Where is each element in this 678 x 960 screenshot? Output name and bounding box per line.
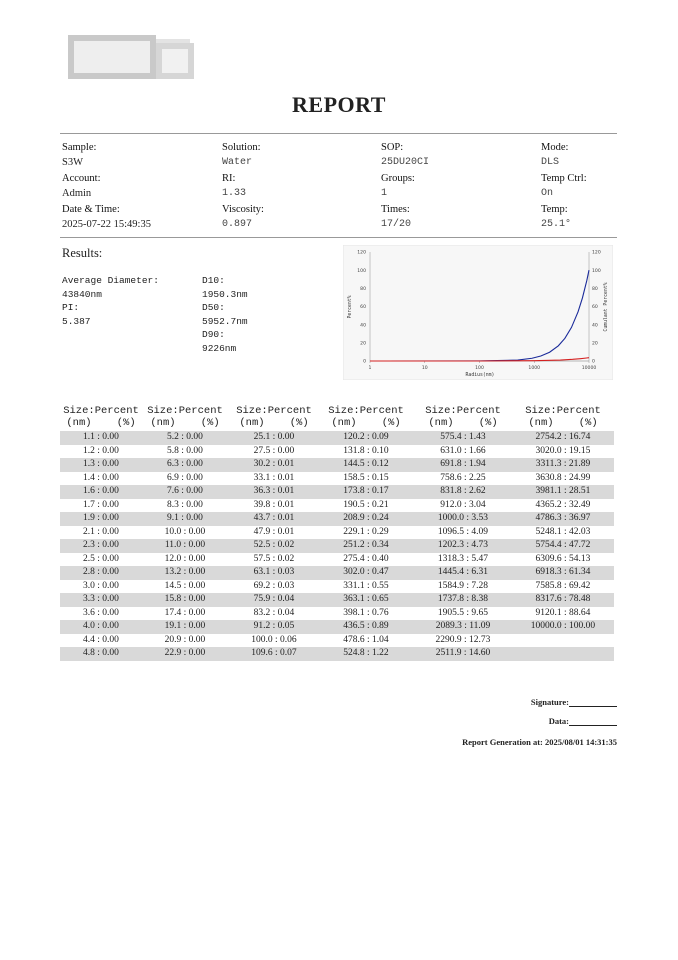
table-cell: 109.6 : 0.07	[251, 648, 297, 658]
table-cell: 91.2 : 0.05	[253, 621, 295, 631]
table-row	[60, 580, 614, 594]
x-tick-label: 100	[475, 366, 484, 371]
viscosity-label: Viscosity:	[222, 204, 264, 215]
table-cell: 4.4 : 0.00	[83, 634, 119, 645]
table-cell: 1.3 : 0.00	[83, 459, 119, 469]
table-cell: 17.4 : 0.00	[164, 607, 206, 618]
table-cell: 2.5 : 0.00	[83, 553, 119, 564]
d50-label: D50:	[202, 302, 225, 313]
table-cell: 398.1 : 0.76	[343, 607, 389, 618]
table-row	[60, 607, 614, 621]
signature-label: Signature:	[530, 697, 569, 707]
mode-value: DLS	[541, 157, 560, 168]
table-cell: 251.2 : 0.34	[343, 540, 389, 550]
signature-row	[531, 697, 617, 707]
table-cell: 5.8 : 0.00	[167, 445, 203, 456]
column-header-5: Size:Percent	[425, 405, 501, 417]
table-cell: 13.2 : 0.00	[164, 567, 206, 577]
y-tick-label-right: 60	[592, 305, 598, 311]
temp-ctrl-label: Temp Ctrl:	[541, 173, 587, 184]
company-logo	[68, 35, 194, 79]
column-header-2: Size:Percent	[147, 405, 223, 417]
x-tick-label: 1	[368, 366, 372, 371]
table-row	[60, 458, 614, 472]
report-generation-time: Report Generation at: 2025/08/01 14:31:35	[462, 737, 617, 747]
table-cell: 4.0 : 0.00	[83, 621, 119, 631]
y-tick-label-right: 120	[592, 250, 601, 256]
table-row	[60, 499, 614, 513]
table-cell: 6918.3 : 61.34	[535, 567, 591, 577]
table-cell: 1096.5 : 4.09	[437, 526, 489, 537]
table-cell: 3981.1 : 28.51	[535, 486, 591, 496]
table-cell: 36.3 : 0.01	[253, 486, 295, 496]
table-cell: 831.8 : 2.62	[440, 486, 486, 496]
table-cell: 22.9 : 0.00	[164, 648, 206, 658]
avg-diameter-label: Average Diameter:	[62, 275, 159, 286]
table-cell: 691.8 : 1.94	[440, 459, 486, 469]
table-row	[60, 539, 614, 553]
column-header-4: Size:Percent	[328, 405, 404, 417]
info-divider	[60, 237, 617, 238]
table-cell: 478.6 : 1.04	[343, 634, 389, 645]
signature-line	[569, 697, 617, 707]
table-cell: 6.3 : 0.00	[167, 459, 203, 469]
d50-value: 5952.7nm	[202, 316, 248, 327]
table-cell: 1000.0 : 3.53	[437, 513, 489, 523]
table-cell: 5.2 : 0.00	[167, 432, 203, 442]
table-cell: 131.8 : 0.10	[343, 445, 389, 456]
table-cell: 1584.9 : 7.28	[437, 580, 489, 591]
column-units-3: (nm) (%)	[239, 417, 309, 429]
y-tick-label-right: 40	[592, 323, 598, 329]
table-cell: 7.6 : 0.00	[167, 486, 203, 496]
table-cell: 912.0 : 3.04	[440, 499, 486, 510]
table-cell: 631.0 : 1.66	[440, 445, 486, 456]
y-tick-label-right: 20	[592, 341, 598, 347]
table-cell: 9120.1 : 88.64	[535, 607, 591, 618]
column-header-3: Size:Percent	[236, 405, 312, 417]
y-tick-label-left: 80	[360, 286, 366, 292]
table-cell: 3.0 : 0.00	[83, 580, 119, 591]
table-cell: 15.8 : 0.00	[164, 594, 206, 604]
date-time-value: 2025-07-22 15:49:35	[62, 219, 151, 230]
solution-value: Water	[222, 157, 253, 168]
table-cell: 436.5 : 0.89	[343, 621, 389, 631]
d90-value: 9226nm	[202, 343, 237, 354]
table-cell: 302.0 : 0.47	[343, 567, 389, 577]
table-cell: 4786.3 : 36.97	[535, 513, 591, 523]
size-percent-table	[60, 405, 614, 661]
table-cell: 363.1 : 0.65	[343, 594, 389, 604]
table-body	[60, 431, 614, 661]
table-cell: 43.7 : 0.01	[253, 513, 295, 523]
y-tick-label-left: 40	[360, 323, 366, 329]
y-tick-label-right: 80	[592, 286, 598, 292]
table-cell: 75.9 : 0.04	[253, 594, 295, 604]
data-line	[569, 716, 617, 726]
column-header-6: Size:Percent	[525, 405, 601, 417]
table-cell: 69.2 : 0.03	[253, 580, 295, 591]
y-tick-label-left: 100	[357, 268, 366, 274]
table-cell: 3.6 : 0.00	[83, 607, 119, 618]
table-cell: 6.9 : 0.00	[167, 472, 203, 483]
sop-label: SOP:	[381, 142, 404, 153]
x-axis-label: Radius(nm)	[465, 373, 495, 378]
table-cell: 47.9 : 0.01	[253, 526, 295, 537]
table-cell: 2.3 : 0.00	[83, 540, 119, 550]
y-tick-label-left: 20	[360, 341, 366, 347]
table-cell: 1.7 : 0.00	[83, 499, 119, 510]
y-tick-label-left: 120	[357, 250, 366, 256]
column-units-4: (nm) (%)	[331, 417, 401, 429]
table-cell: 2.8 : 0.00	[83, 567, 119, 577]
table-cell: 2511.9 : 14.60	[435, 648, 491, 658]
sample-label: Sample:	[62, 142, 97, 153]
table-cell: 1202.3 : 4.73	[437, 540, 489, 550]
avg-diameter-value: 43840nm	[62, 289, 102, 300]
d10-label: D10:	[202, 275, 225, 286]
temp-label: Temp:	[541, 204, 568, 215]
viscosity-value: 0.897	[222, 219, 253, 230]
y-tick-label-left: 0	[363, 359, 366, 365]
account-label: Account:	[62, 173, 101, 184]
table-cell: 25.1 : 0.00	[253, 432, 295, 442]
table-cell: 2089.3 : 11.09	[435, 621, 491, 631]
table-cell: 11.0 : 0.00	[164, 540, 206, 550]
temp-ctrl-value: On	[541, 188, 554, 199]
table-cell: 10.0 : 0.00	[164, 526, 206, 537]
table-cell: 8.3 : 0.00	[167, 499, 203, 510]
table-cell: 3.3 : 0.00	[83, 594, 119, 604]
table-cell: 275.4 : 0.40	[343, 553, 389, 564]
table-cell: 8317.6 : 78.48	[535, 594, 591, 604]
data-row	[549, 716, 617, 726]
table-cell: 19.1 : 0.00	[164, 621, 206, 631]
table-cell: 173.8 : 0.17	[343, 486, 389, 496]
table-cell: 14.5 : 0.00	[164, 580, 206, 591]
sample-value: S3W	[62, 157, 83, 168]
table-row	[60, 593, 614, 607]
table-cell: 1.1 : 0.00	[83, 432, 119, 442]
x-tick-label: 10000	[581, 366, 597, 371]
table-row	[60, 526, 614, 540]
ri-value: 1.33	[222, 188, 247, 199]
table-cell: 7585.8 : 69.42	[535, 580, 591, 591]
table-cell: 1318.3 : 5.47	[437, 553, 489, 564]
table-cell: 1.4 : 0.00	[83, 472, 119, 483]
table-row	[60, 553, 614, 567]
data-label: Data:	[548, 716, 569, 726]
table-cell: 4365.2 : 32.49	[535, 499, 591, 510]
mode-label: Mode:	[541, 142, 569, 153]
table-cell: 208.9 : 0.24	[343, 513, 389, 523]
table-row	[60, 485, 614, 499]
pi-label: PI:	[62, 302, 80, 313]
table-cell: 39.8 : 0.01	[253, 499, 295, 510]
times-value: 17/20	[381, 219, 412, 230]
table-cell: 331.1 : 0.55	[343, 580, 389, 591]
d10-value: 1950.3nm	[202, 289, 248, 300]
column-units-2: (nm) (%)	[150, 417, 220, 429]
table-cell: 5248.1 : 42.03	[535, 526, 591, 537]
table-cell: 63.1 : 0.03	[253, 567, 295, 577]
table-cell: 27.5 : 0.00	[253, 445, 295, 456]
d90-label: D90:	[202, 329, 225, 340]
table-row	[60, 445, 614, 459]
table-cell: 2.1 : 0.00	[83, 526, 119, 537]
table-cell: 9.1 : 0.00	[167, 513, 203, 523]
table-cell: 575.4 : 1.43	[440, 432, 486, 442]
table-cell: 120.2 : 0.09	[343, 432, 389, 442]
ri-label: RI:	[222, 173, 236, 184]
date-time-label: Date & Time:	[62, 204, 120, 215]
results-title: Results:	[62, 246, 103, 260]
table-cell: 1905.5 : 9.65	[437, 607, 489, 618]
table-cell: 229.1 : 0.29	[343, 526, 389, 537]
table-cell: 20.9 : 0.00	[164, 634, 206, 645]
table-cell: 158.5 : 0.15	[343, 472, 389, 483]
table-cell: 3630.8 : 24.99	[535, 472, 591, 483]
temp-value: 25.1°	[541, 219, 572, 230]
y-tick-label-left: 60	[360, 305, 366, 311]
table-cell: 57.5 : 0.02	[253, 553, 295, 564]
table-cell: 12.0 : 0.00	[164, 553, 206, 564]
table-row	[60, 634, 614, 648]
table-cell: 1737.8 : 8.38	[437, 594, 489, 604]
table-cell: 4.8 : 0.00	[83, 648, 119, 658]
table-cell: 1.6 : 0.00	[83, 486, 119, 496]
y-tick-label-right: 100	[592, 268, 601, 274]
column-units-5: (nm) (%)	[428, 417, 498, 429]
sample-info-grid	[62, 141, 618, 233]
header-divider	[60, 133, 617, 134]
table-row	[60, 472, 614, 486]
sop-value: 25DU20CI	[381, 157, 430, 168]
table-cell: 1445.4 : 6.31	[437, 567, 489, 577]
size-distribution-chart	[343, 245, 613, 380]
table-cell: 33.1 : 0.01	[253, 472, 295, 483]
table-cell: 5754.4 : 47.72	[535, 540, 591, 550]
table-cell: 1.9 : 0.00	[83, 513, 119, 523]
groups-label: Groups:	[381, 173, 415, 184]
table-cell: 6309.6 : 54.13	[535, 553, 591, 564]
column-units-1: (nm) (%)	[66, 417, 136, 429]
table-header	[60, 405, 614, 431]
x-tick-label: 1000	[528, 366, 541, 371]
report-title: REPORT	[292, 92, 386, 117]
y-axis-label-right: Cumulant Percent%	[604, 282, 609, 332]
column-units-6: (nm) (%)	[528, 417, 598, 429]
table-cell: 2290.9 : 12.73	[435, 634, 491, 645]
times-label: Times:	[381, 204, 410, 215]
groups-value: 1	[381, 188, 388, 199]
table-cell: 10000.0 : 100.00	[530, 621, 596, 631]
table-cell: 52.5 : 0.02	[253, 540, 295, 550]
table-row	[60, 566, 614, 580]
table-row	[60, 431, 614, 445]
table-cell: 3020.0 : 19.15	[535, 445, 591, 456]
table-row	[60, 620, 614, 634]
table-cell: 83.2 : 0.04	[253, 607, 295, 618]
table-cell: 30.2 : 0.01	[253, 459, 295, 469]
pi-value: 5.387	[62, 316, 91, 327]
table-cell: 2754.2 : 16.74	[535, 432, 591, 442]
table-cell: 100.0 : 0.06	[251, 634, 297, 645]
x-tick-label: 10	[421, 366, 428, 371]
table-row	[60, 647, 614, 661]
table-cell: 3311.3 : 21.89	[535, 459, 591, 469]
y-tick-label-right: 0	[592, 359, 595, 365]
solution-label: Solution:	[222, 142, 261, 153]
column-header-1: Size:Percent	[63, 405, 139, 417]
account-value: Admin	[62, 188, 92, 199]
table-cell: 1.2 : 0.00	[83, 445, 119, 456]
table-cell: 144.5 : 0.12	[343, 459, 389, 469]
table-cell: 524.8 : 1.22	[343, 648, 389, 658]
table-row	[60, 512, 614, 526]
table-cell: 758.6 : 2.25	[440, 472, 486, 483]
table-cell: 190.5 : 0.21	[343, 499, 389, 510]
y-axis-label-left: Percent%	[348, 295, 353, 319]
